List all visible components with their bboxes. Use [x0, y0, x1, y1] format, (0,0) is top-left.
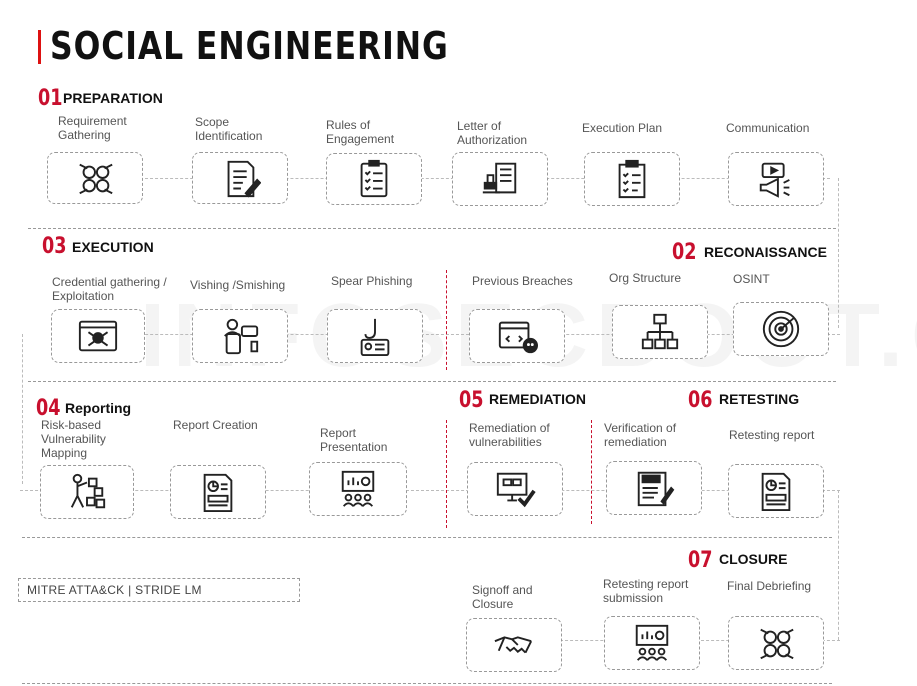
report-document-icon [755, 470, 797, 512]
section-label-reporting: Reporting [65, 400, 132, 416]
hook-id-card-icon [354, 315, 396, 357]
gears-hands-icon [74, 157, 116, 199]
test-clipboard-icon [633, 467, 675, 509]
radar-icon [760, 308, 802, 350]
row-separator-2 [28, 381, 836, 382]
label-previous-breaches: Previous Breaches [472, 274, 573, 288]
section-label-retesting: RETESTING [719, 391, 800, 407]
document-pen-icon [219, 157, 261, 199]
flow-line-reporting [20, 490, 840, 491]
label-verification-of-remediation: Verification of remediation [604, 421, 677, 449]
card-signoff-and-closure [466, 618, 562, 672]
section-number-execution: 03 [42, 234, 67, 259]
row-separator-1 [28, 228, 836, 229]
card-scope-identification [192, 152, 288, 204]
section-label-reconnaissance: RECONAISSANCE [704, 244, 827, 260]
row-separator-4 [22, 683, 832, 684]
label-credential-gathering: Credential gathering / Exploitation [52, 275, 167, 303]
megaphone-chat-icon [755, 158, 797, 200]
handshake-icon [493, 624, 535, 666]
card-final-debriefing [728, 616, 824, 670]
checklist-icon [353, 158, 395, 200]
phone-sms-hacker-icon [219, 315, 261, 357]
label-communication: Communication [726, 121, 810, 135]
card-report-presentation [309, 462, 407, 516]
section-number-preparation: 01 [38, 86, 63, 111]
card-credential-gathering [51, 309, 145, 363]
presentation-board-icon [631, 622, 673, 664]
card-report-creation [170, 465, 266, 519]
divider-remediation-retesting [591, 420, 592, 524]
label-risk-based-vulnerability-mapping: Risk-based Vulnerability Mapping [41, 418, 106, 460]
card-osint [733, 302, 829, 356]
card-verification-of-remediation [606, 461, 702, 515]
label-report-creation: Report Creation [173, 418, 258, 432]
card-previous-breaches [469, 309, 565, 363]
card-execution-plan [584, 152, 680, 206]
label-org-structure: Org Structure [609, 271, 682, 285]
label-execution-plan: Execution Plan [582, 121, 663, 135]
flow-connector-right-1 [838, 178, 839, 328]
row-separator-3 [22, 537, 832, 538]
flow-connector-left-1 [22, 334, 23, 484]
section-number-reconnaissance: 02 [672, 240, 697, 265]
card-vishing-smishing [192, 309, 288, 363]
label-remediation-of-vulnerabilities: Remediation of vulnerabilities [469, 421, 550, 449]
presentation-board-icon [337, 468, 379, 510]
divider-execution-recon [446, 270, 447, 370]
report-document-icon [197, 471, 239, 513]
section-label-remediation: REMEDIATION [489, 391, 586, 407]
browser-skull-crossbones-icon [77, 315, 119, 357]
card-retesting-report-submission [604, 616, 700, 670]
card-letter-of-authorization [452, 152, 548, 206]
person-blocks-icon [66, 471, 108, 513]
label-osint: OSINT [733, 272, 770, 286]
gears-hands-icon [755, 622, 797, 664]
org-chart-icon [639, 311, 681, 353]
clipboard-check-icon [611, 158, 653, 200]
label-letter-of-authorization: Letter of Authorization [457, 119, 528, 147]
card-risk-based-vulnerability-mapping [40, 465, 134, 519]
monitor-checkmark-icon [494, 468, 536, 510]
label-final-debriefing: Final Debriefing [727, 579, 812, 593]
section-label-execution: EXECUTION [72, 239, 154, 255]
label-signoff-and-closure: Signoff and Closure [472, 583, 533, 611]
label-scope-identification: Scope Identification [195, 115, 263, 143]
card-org-structure [612, 305, 708, 359]
section-label-preparation: PREPARATION [63, 90, 163, 106]
section-number-retesting: 06 [688, 388, 713, 413]
divider-reporting-remediation [446, 420, 447, 528]
label-retesting-report: Retesting report [729, 428, 815, 442]
flow-connector-right-2 [838, 490, 839, 640]
label-spear-phishing: Spear Phishing [331, 274, 413, 288]
card-requirement-gathering [47, 152, 143, 204]
label-vishing-smishing: Vishing /Smishing [190, 278, 286, 292]
card-spear-phishing [327, 309, 423, 363]
stamp-document-icon [479, 158, 521, 200]
section-number-closure: 07 [688, 548, 713, 573]
card-retesting-report [728, 464, 824, 518]
section-number-remediation: 05 [459, 388, 484, 413]
card-rules-of-engagement [326, 153, 422, 205]
page-title: SOCIAL ENGINEERING [50, 24, 449, 68]
browser-skull-icon [496, 315, 538, 357]
title-accent-bar [38, 30, 41, 64]
label-retesting-report-submission: Retesting report submission [603, 577, 689, 605]
label-rules-of-engagement: Rules of Engagement [326, 118, 395, 146]
section-label-closure: CLOSURE [719, 551, 788, 567]
card-remediation [467, 462, 563, 516]
framework-tag: MITRE ATTA&CK | STRIDE LM [18, 578, 300, 602]
section-number-reporting: 04 [36, 396, 61, 421]
card-communication [728, 152, 824, 206]
label-requirement-gathering: Requirement Gathering [58, 114, 127, 142]
label-report-presentation: Report Presentation [320, 426, 388, 454]
